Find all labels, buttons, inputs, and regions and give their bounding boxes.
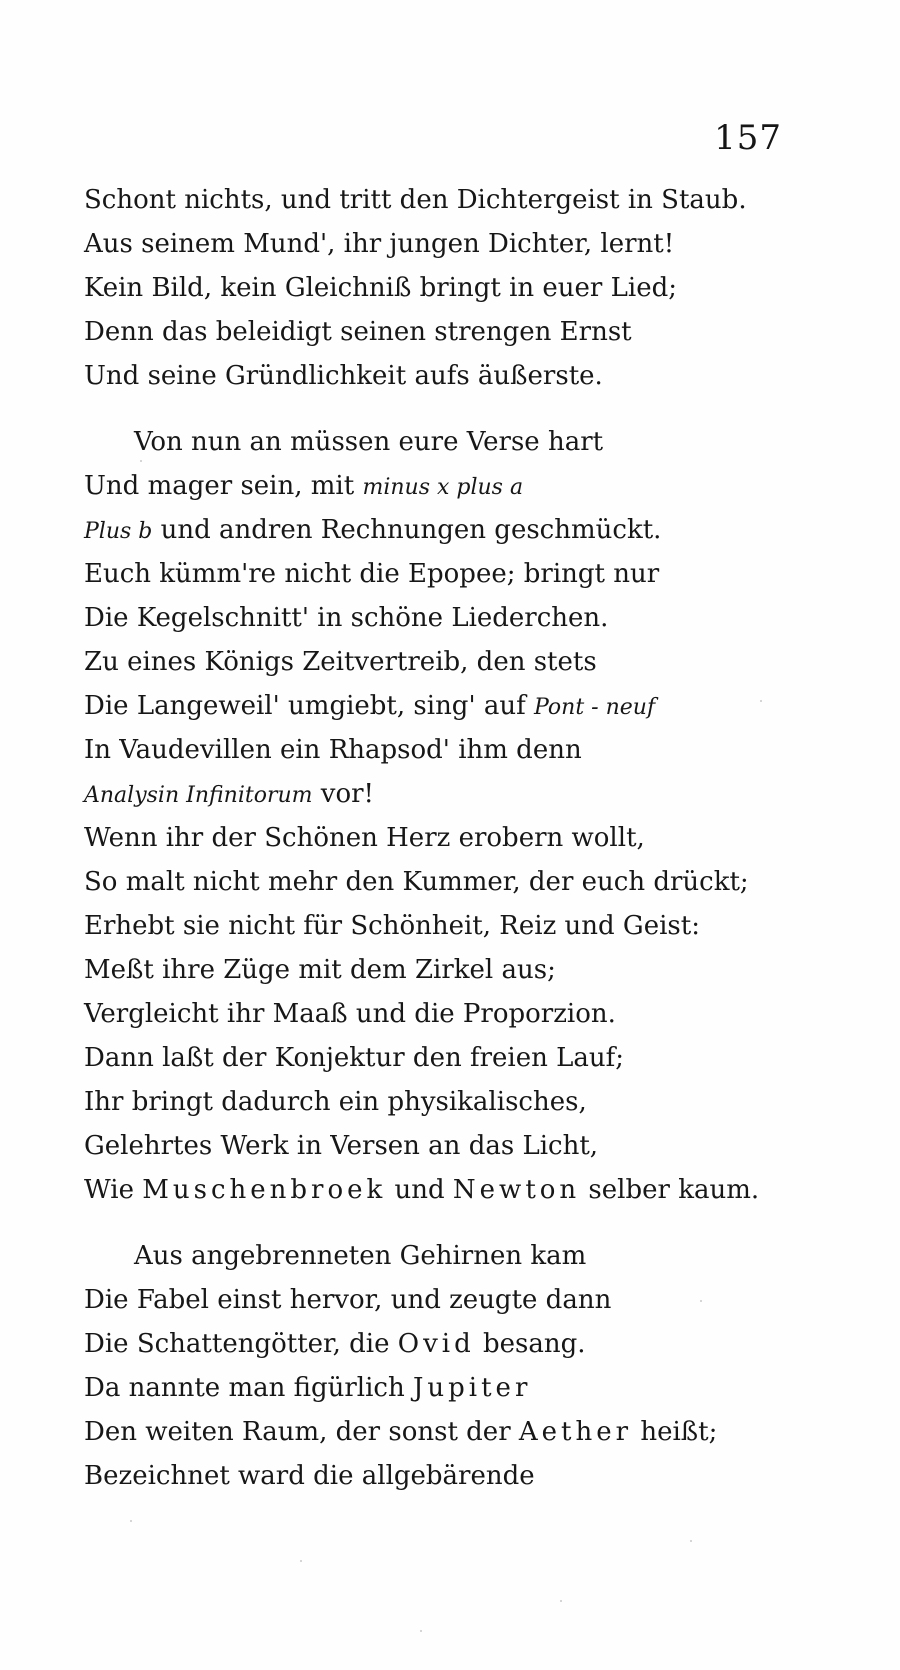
- line-text: Ihr bringt dadurch ein physikalisches,: [84, 1087, 587, 1117]
- poem-line: [84, 1410, 784, 1454]
- line-text: besang.: [474, 1329, 586, 1359]
- poem-line: [84, 464, 784, 508]
- line-text: Schont nichts, und tritt den Dichtergeist in Staub.: [84, 185, 747, 215]
- poem-line: [84, 552, 784, 596]
- stanza: [84, 420, 784, 1212]
- line-text: vor!: [312, 779, 374, 809]
- stanza: [84, 1234, 784, 1498]
- paper-speck: [760, 700, 762, 702]
- poem-line: [84, 508, 784, 552]
- line-text: Den weiten Raum, der sonst der: [84, 1417, 519, 1447]
- poem-line: [84, 420, 784, 464]
- poem-line: [84, 596, 784, 640]
- poem-line: [84, 310, 784, 354]
- line-text: Gelehrtes Werk in Versen an das Licht,: [84, 1131, 599, 1161]
- line-text: Und mager sein, mit: [84, 471, 363, 501]
- poem-line: [84, 772, 784, 816]
- paper-speck: [140, 460, 142, 462]
- line-text: In Vaudevillen ein Rhapsod' ihm denn: [84, 735, 582, 765]
- line-text: Denn das beleidigt seinen strengen Ernst: [84, 317, 632, 347]
- poem-line: [84, 1036, 784, 1080]
- poem-line: [84, 354, 784, 398]
- poem-line: [84, 1080, 784, 1124]
- spaced-name: Newton: [452, 1175, 581, 1205]
- line-text: Bezeichnet ward die allgebärende: [84, 1461, 535, 1491]
- spaced-name: Muschenbroek: [142, 1175, 387, 1205]
- line-text: Von nun an müssen eure Verse hart: [134, 427, 604, 457]
- paper-speck: [700, 1300, 702, 1302]
- spaced-name: Aether: [518, 1417, 633, 1447]
- line-text: Die Langeweil' umgiebt, sing' auf: [84, 691, 534, 721]
- poem-line: [84, 1168, 784, 1212]
- spaced-name: Ovid: [397, 1329, 475, 1359]
- line-text: Die Kegelschnitt' in schöne Liederchen.: [84, 603, 609, 633]
- poem-line: [84, 1366, 784, 1410]
- italic-text: Pont - neuf: [534, 695, 656, 720]
- poem-line: [84, 992, 784, 1036]
- line-text: Kein Bild, kein Gleichniß bringt in euer Lied;: [84, 273, 677, 303]
- poem-line: [84, 1278, 784, 1322]
- line-text: Erhebt sie nicht für Schönheit, Reiz und Geist:: [84, 911, 700, 941]
- page-number: 157: [714, 118, 782, 158]
- line-text: heißt;: [632, 1417, 718, 1447]
- paper-speck: [300, 1560, 302, 1562]
- line-text: selber kaum.: [580, 1175, 760, 1205]
- line-text: Vergleicht ihr Maaß und die Proporzion.: [84, 999, 616, 1029]
- poem-line: [84, 1234, 784, 1278]
- line-text: und: [386, 1175, 453, 1205]
- line-text: Da nannte man figürlich: [84, 1373, 413, 1403]
- line-text: So malt nicht mehr den Kummer, der euch drückt;: [84, 867, 749, 897]
- line-text: Dann laßt der Konjektur den freien Lauf;: [84, 1043, 625, 1073]
- poem-text: [84, 178, 784, 1520]
- poem-line: [84, 684, 784, 728]
- poem-line: [84, 728, 784, 772]
- line-text: Die Schattengötter, die: [84, 1329, 398, 1359]
- paper-speck: [690, 1540, 692, 1542]
- spaced-name: Jupiter: [412, 1373, 532, 1403]
- poem-line: [84, 860, 784, 904]
- line-text: Euch kümm're nicht die Epopee; bringt nur: [84, 559, 660, 589]
- paper-speck: [560, 1600, 562, 1602]
- line-text: Und seine Gründlichkeit aufs äußerste.: [84, 361, 603, 391]
- line-text: Aus angebrenneten Gehirnen kam: [134, 1241, 587, 1271]
- stanza: [84, 178, 784, 398]
- poem-line: [84, 948, 784, 992]
- poem-line: [84, 1454, 784, 1498]
- poem-line: [84, 222, 784, 266]
- line-text: Wie: [84, 1175, 143, 1205]
- paper-speck: [420, 1630, 422, 1632]
- line-text: Aus seinem Mund', ihr jungen Dichter, lernt!: [84, 229, 675, 259]
- italic-text: Analysin Infinitorum: [84, 783, 313, 808]
- poem-line: [84, 1124, 784, 1168]
- poem-line: [84, 816, 784, 860]
- italic-text: minus x plus a: [362, 475, 524, 500]
- line-text: und andren Rechnungen geschmückt.: [152, 515, 662, 545]
- poem-line: [84, 904, 784, 948]
- italic-text: Plus b: [84, 519, 153, 544]
- line-text: Wenn ihr der Schönen Herz erobern wollt,: [84, 823, 645, 853]
- paper-speck: [130, 1520, 132, 1522]
- poem-line: [84, 266, 784, 310]
- poem-line: [84, 178, 784, 222]
- poem-line: [84, 640, 784, 684]
- poem-line: [84, 1322, 784, 1366]
- line-text: Die Fabel einst hervor, und zeugte dann: [84, 1285, 612, 1315]
- line-text: Meßt ihre Züge mit dem Zirkel aus;: [84, 955, 556, 985]
- line-text: Zu eines Königs Zeitvertreib, den stets: [84, 647, 597, 677]
